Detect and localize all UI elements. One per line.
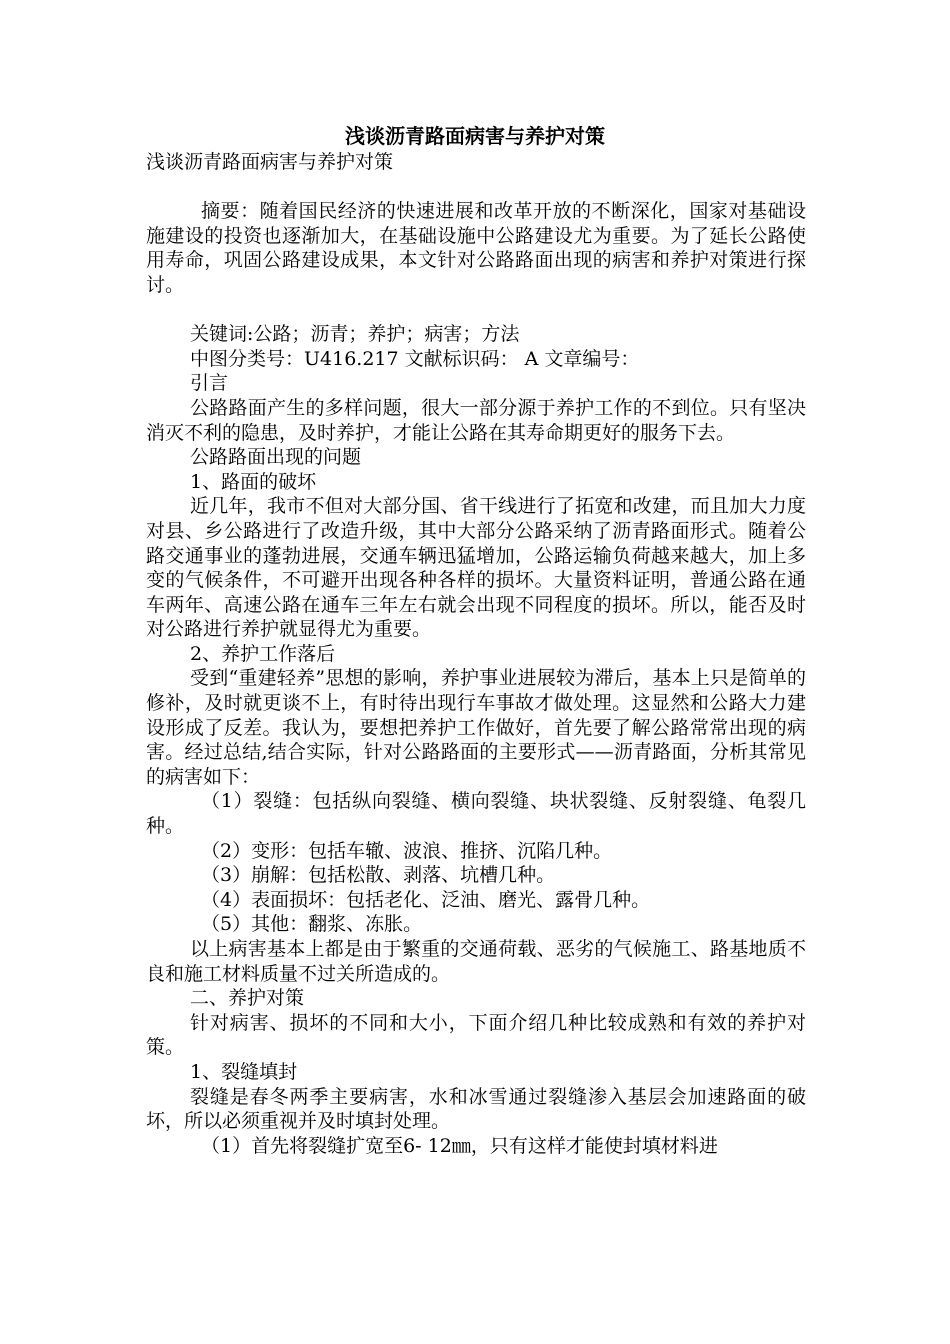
keywords-line: 关键词:公路；沥青；养护；病害；方法 (190, 323, 520, 346)
subsection1-paragraph: 近几年，我市不但对大部分国、省干线进行了拓宽和改建，而且加大力度对县、乡公路进行了改造升级，其中大部分公路采纳了沥青路面形式。随着公路交通事业的蓬勃进展，交通车辆迅猛增加，公路运输负荷越来越大，加上多变的气候条件，不可避开出现各种各样的损坏。大量资料证明，普通公路在通车两年、高速公路在通车三年左右就会出现不同程度的损坏。所以，能否及时对公路进行养护就显得尤为重要。 (146, 495, 806, 641)
subsection3-paragraph: 裂缝是春冬两季主要病害，水和冰雪通过裂缝渗入基层会加速路面的破坏，所以必须重视并及时填封处理。 (146, 1085, 806, 1133)
section1-heading: 公路路面出现的问题 (190, 446, 362, 469)
blank-line (146, 298, 806, 323)
list-item: （5）其他：翻浆、冻胀。 (201, 913, 423, 936)
subsection2-paragraph: 受到“重建轻养”思想的影响，养护事业进展较为滞后，基本上只是简单的修补，及时就更谈不上，有时待出现行车事故才做处理。这显然和公路大力建设形成了反差。我认为，要想把养护工作做好，首先要了解公路常常出现的病害。经过总结,结合实际，针对公路路面的主要形式——沥青路面，分析其常见的病害如下： (146, 667, 806, 788)
intro-paragraph: 公路路面产生的多样问题，很大一部分源于养护工作的不到位。只有坚决消灭不利的隐患，及时养护，才能让公路在其寿命期更好的服务下去。 (146, 396, 806, 444)
abstract-paragraph: 摘要：随着国民经济的快速进展和改革开放的不断深化，国家对基础设施建设的投资也逐渐加大，在基础设施中公路建设尤为重要。为了延长公路使用寿命，巩固公路建设成果，本文针对公路路面出现的病害和养护对策进行探讨。 (146, 200, 806, 296)
summary-paragraph: 以上病害基本上都是由于繁重的交通荷载、恶劣的气候施工、路基地质不良和施工材料质量不过关所造成的。 (146, 938, 806, 985)
list-item: （3）崩解：包括松散、剥落、坑槽几种。 (201, 864, 556, 887)
section2-heading: 二、养护对策 (190, 987, 305, 1010)
list-item: （2）变形：包括车辙、波浪、推挤、沉陷几种。 (201, 839, 613, 862)
subsection2-heading: 2、养护工作落后 (190, 642, 336, 665)
blank-line (146, 175, 806, 200)
classification-line: 中图分类号：U416.217 文献标识码： A 文章编号： (190, 347, 640, 370)
intro-heading: 引言 (190, 372, 229, 395)
document-body (146, 150, 806, 1158)
subsection3-heading: 1、裂缝填封 (190, 1060, 298, 1083)
list-item: （4）表面损坏：包括老化、泛油、磨光、露骨几种。 (201, 888, 651, 911)
document-title: 浅谈沥青路面病害与养护对策 (345, 124, 605, 148)
list-item: （1）首先将裂缝扩宽至6- 12㎜，只有这样才能使封填材料进 (201, 1134, 718, 1157)
section2-paragraph: 针对病害、损坏的不同和大小，下面介绍几种比较成熟和有效的养护对策。 (146, 1011, 806, 1059)
list-item: （1）裂缝：包括纵向裂缝、横向裂缝、块状裂缝、反射裂缝、龟裂几种。 (146, 790, 806, 838)
subsection1-heading: 1、路面的破坏 (190, 470, 317, 493)
document-subtitle: 浅谈沥青路面病害与养护对策 (146, 151, 394, 173)
